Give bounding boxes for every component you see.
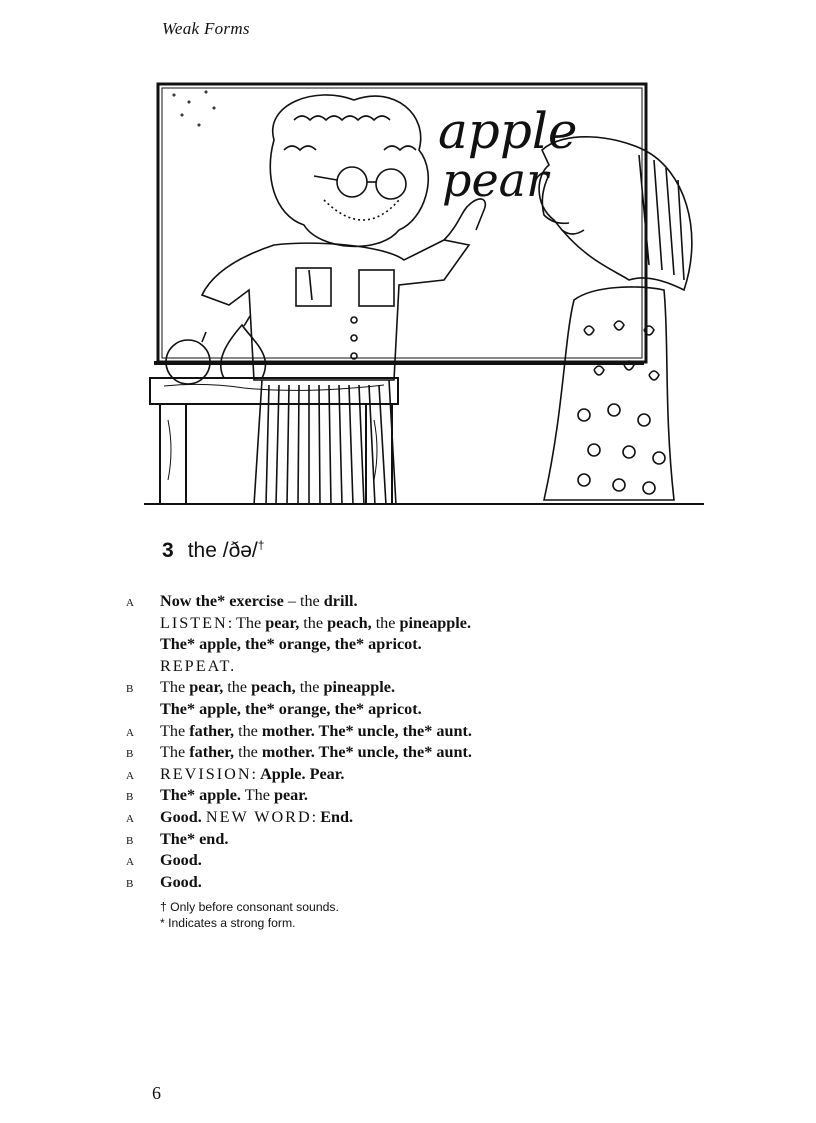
speaker-label: A bbox=[126, 726, 135, 739]
section-heading bbox=[162, 538, 264, 563]
speaker-label: B bbox=[126, 877, 134, 890]
section-number: 3 bbox=[162, 539, 174, 562]
text-segment: : The bbox=[227, 613, 266, 632]
text-segment: pear, bbox=[189, 678, 224, 697]
dialogue-line bbox=[126, 829, 686, 851]
dialogue-line bbox=[126, 807, 686, 829]
text-segment: mother. The* uncle, the* aunt. bbox=[261, 743, 472, 762]
dialogue-drill bbox=[126, 591, 686, 893]
footnote-asterisk: * Indicates a strong form. bbox=[160, 916, 296, 930]
text-segment: REVISION bbox=[160, 764, 252, 783]
footnote-dagger: † Only before consonant sounds. bbox=[160, 900, 339, 914]
text-segment: Apple. Pear. bbox=[260, 764, 345, 783]
text-segment: The* apple, the* orange, the* apricot. bbox=[160, 635, 422, 654]
text-segment: Good. bbox=[160, 807, 202, 826]
dialogue-text bbox=[160, 677, 395, 699]
dialogue-line bbox=[126, 850, 686, 872]
dialogue-text bbox=[160, 721, 472, 743]
dialogue-text bbox=[160, 656, 236, 678]
dialogue-text bbox=[160, 785, 308, 807]
dialogue-line bbox=[126, 764, 686, 786]
dialogue-text bbox=[160, 742, 472, 764]
speaker-label: B bbox=[126, 748, 134, 761]
text-segment: Good. bbox=[160, 872, 202, 891]
speaker-label: A bbox=[126, 597, 135, 609]
text-segment: pineapple. bbox=[323, 678, 396, 697]
text-segment: pear. bbox=[273, 786, 308, 805]
text-segment: : bbox=[251, 764, 261, 783]
text-segment: the bbox=[223, 678, 252, 697]
text-segment: mother. The* uncle, the* aunt. bbox=[261, 721, 472, 740]
dialogue-line bbox=[126, 699, 686, 721]
running-title: Weak Forms bbox=[162, 19, 250, 38]
text-segment: peach, bbox=[251, 678, 296, 697]
text-segment: NEW WORD bbox=[205, 807, 312, 826]
speaker-label: A bbox=[126, 856, 135, 869]
student-figure bbox=[539, 137, 692, 500]
text-segment: the bbox=[299, 613, 328, 632]
text-segment: pear, bbox=[265, 613, 300, 632]
text-segment: Good. bbox=[160, 851, 202, 870]
dialogue-line bbox=[126, 721, 686, 743]
dialogue-text bbox=[160, 807, 353, 829]
footnotes bbox=[160, 899, 339, 931]
speaker-label: A bbox=[126, 769, 135, 782]
text-segment: the bbox=[234, 743, 262, 762]
dialogue-line bbox=[126, 785, 686, 807]
text-segment: father, bbox=[189, 721, 235, 740]
classroom-illustration bbox=[144, 80, 710, 520]
dialogue-text bbox=[160, 829, 228, 851]
dialogue-text bbox=[160, 850, 202, 872]
text-segment: End. bbox=[320, 807, 354, 826]
text-segment: : bbox=[311, 807, 321, 826]
text-segment: peach, bbox=[327, 613, 372, 632]
dialogue-line bbox=[126, 613, 686, 635]
dialogue-line bbox=[126, 634, 686, 656]
text-segment: The bbox=[160, 743, 190, 762]
dialogue-text bbox=[160, 591, 358, 613]
text-segment: The bbox=[240, 786, 274, 805]
board-word-apple: apple bbox=[438, 102, 578, 160]
dialogue-line bbox=[126, 591, 686, 613]
text-segment: The bbox=[160, 678, 190, 697]
dialogue-line bbox=[126, 656, 686, 678]
text-segment: LISTEN bbox=[160, 613, 228, 632]
text-segment: The* end. bbox=[160, 829, 229, 848]
text-segment: pineapple. bbox=[399, 613, 472, 632]
speaker-label: B bbox=[126, 834, 134, 847]
text-segment: The bbox=[160, 721, 190, 740]
text-segment: the bbox=[371, 613, 400, 632]
dialogue-line bbox=[126, 677, 686, 699]
page-number: 6 bbox=[152, 1083, 161, 1103]
text-segment: drill. bbox=[323, 592, 358, 610]
dialogue-text bbox=[160, 613, 471, 635]
dialogue-text bbox=[160, 764, 344, 786]
text-segment: REPEAT. bbox=[160, 656, 237, 675]
text-segment: the bbox=[234, 721, 262, 740]
text-segment: father, bbox=[189, 743, 235, 762]
speaker-label: B bbox=[126, 683, 134, 696]
speaker-label: A bbox=[126, 812, 135, 825]
text-segment: the bbox=[295, 678, 324, 697]
dialogue-text bbox=[160, 872, 202, 894]
text-segment: The* apple. bbox=[160, 786, 241, 805]
dialogue-text bbox=[160, 634, 422, 656]
board-word-pear: pear bbox=[442, 153, 549, 207]
dialogue-text bbox=[160, 699, 422, 721]
text-segment: Now the* exercise bbox=[160, 592, 284, 610]
text-segment: – the bbox=[283, 592, 324, 610]
dialogue-line bbox=[126, 742, 686, 764]
speaker-label: B bbox=[126, 791, 134, 804]
text-segment: The* apple, the* orange, the* apricot. bbox=[160, 699, 422, 718]
dialogue-line bbox=[126, 872, 686, 894]
section-word: the /ðə/† bbox=[187, 538, 265, 562]
